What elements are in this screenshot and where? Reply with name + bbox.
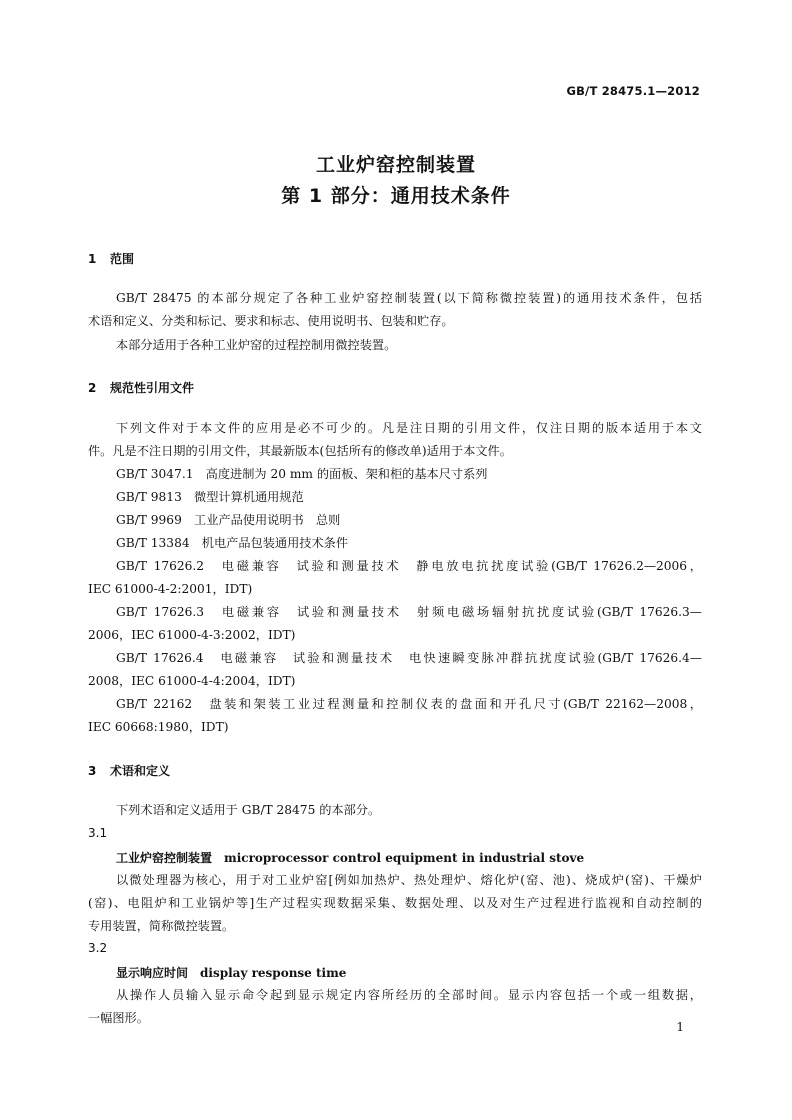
definition-line: 从操作人员输入显示命令起到显示规定内容所经历的全部时间。显示内容包括一个或一组数据， bbox=[116, 988, 702, 1002]
paragraph-line: 下列术语和定义适用于 GB/T 28475 的本部分。 bbox=[116, 803, 381, 817]
reference-item: GB/T 9969 工业产品使用说明书 总则 bbox=[116, 513, 341, 527]
reference-item: GB/T 22162 盘装和架装工业过程测量和控制仪表的盘面和开孔尺寸(GB/T 22162—2008， bbox=[116, 697, 702, 711]
paragraph-line: 下列文件对于本文件的应用是必不可少的。凡是注日期的引用文件，仅注日期的版本适用于本文 bbox=[116, 421, 702, 435]
definition-line: (窑)、电阻炉和工业锅炉等]生产过程实现数据采集、数据处理、以及对生产过程进行监视和自动控制的 bbox=[88, 896, 702, 910]
definition-line: 一幅图形。 bbox=[88, 1011, 149, 1025]
definition-line: 专用装置，简称微控装置。 bbox=[88, 919, 235, 933]
definition-line: 以微处理器为核心，用于对工业炉窑[例如加热炉、热处理炉、熔化炉(窑、池)、烧成炉(窑)、干燥炉 bbox=[116, 873, 702, 887]
section-3-heading bbox=[88, 762, 170, 779]
term-chinese: 显示响应时间 bbox=[116, 966, 189, 980]
reference-item: GB/T 13384 机电产品包装通用技术条件 bbox=[116, 536, 349, 550]
section-title: 术语和定义 bbox=[110, 764, 171, 778]
term-entry bbox=[116, 964, 346, 981]
paragraph-line: 术语和定义、分类和标记、要求和标志、使用说明书、包装和贮存。 bbox=[88, 314, 454, 328]
standard-number: GB/T 28475.1—2012 bbox=[566, 84, 700, 98]
paragraph-line: GB/T 28475 的本部分规定了各种工业炉窑控制装置(以下简称微控装置)的通用技术条件，包括 bbox=[116, 291, 702, 305]
section-2-heading bbox=[88, 379, 194, 396]
paragraph-line: 件。凡是不注日期的引用文件，其最新版本(包括所有的修改单)适用于本文件。 bbox=[88, 444, 512, 458]
reference-item-continued: IEC 60668:1980，IDT) bbox=[88, 720, 229, 734]
document-title-line-1: 工业炉窑控制装置 bbox=[315, 154, 476, 176]
section-number: 3 bbox=[88, 764, 97, 778]
reference-item-continued: 2006，IEC 61000-4-3:2002，IDT) bbox=[88, 628, 296, 642]
reference-item: GB/T 9813 微型计算机通用规范 bbox=[116, 490, 304, 504]
term-english: display response time bbox=[200, 966, 347, 980]
section-1-heading bbox=[88, 250, 134, 267]
reference-item: GB/T 17626.4 电磁兼容 试验和测量技术 电快速瞬变脉冲群抗扰度试验(GB/T 17626.4— bbox=[116, 651, 702, 665]
reference-item-continued: IEC 61000-4-2:2001，IDT) bbox=[88, 582, 253, 596]
term-english: microprocessor control equipment in industrial stove bbox=[224, 851, 585, 865]
section-title: 规范性引用文件 bbox=[110, 381, 195, 395]
document-title-line-2: 第 1 部分：通用技术条件 bbox=[281, 185, 511, 207]
reference-item: GB/T 3047.1 高度进制为 20 mm 的面板、架和柜的基本尺寸系列 bbox=[116, 467, 488, 481]
page-number: 1 bbox=[676, 1020, 684, 1034]
term-entry bbox=[116, 849, 584, 866]
term-chinese: 工业炉窑控制装置 bbox=[116, 851, 213, 865]
section-title: 范围 bbox=[110, 252, 135, 266]
reference-item: GB/T 17626.3 电磁兼容 试验和测量技术 射频电磁场辐射抗扰度试验(GB/T 17626.3— bbox=[116, 605, 702, 619]
reference-item-continued: 2008，IEC 61000-4-4:2004，IDT) bbox=[88, 674, 296, 688]
section-number: 1 bbox=[88, 252, 97, 266]
subclause-number: 3.2 bbox=[88, 941, 108, 955]
paragraph-line: 本部分适用于各种工业炉窑的过程控制用微控装置。 bbox=[116, 338, 397, 352]
subclause-number: 3.1 bbox=[88, 826, 108, 840]
section-number: 2 bbox=[88, 381, 97, 395]
reference-item: GB/T 17626.2 电磁兼容 试验和测量技术 静电放电抗扰度试验(GB/T 17626.2—2006， bbox=[116, 559, 702, 573]
